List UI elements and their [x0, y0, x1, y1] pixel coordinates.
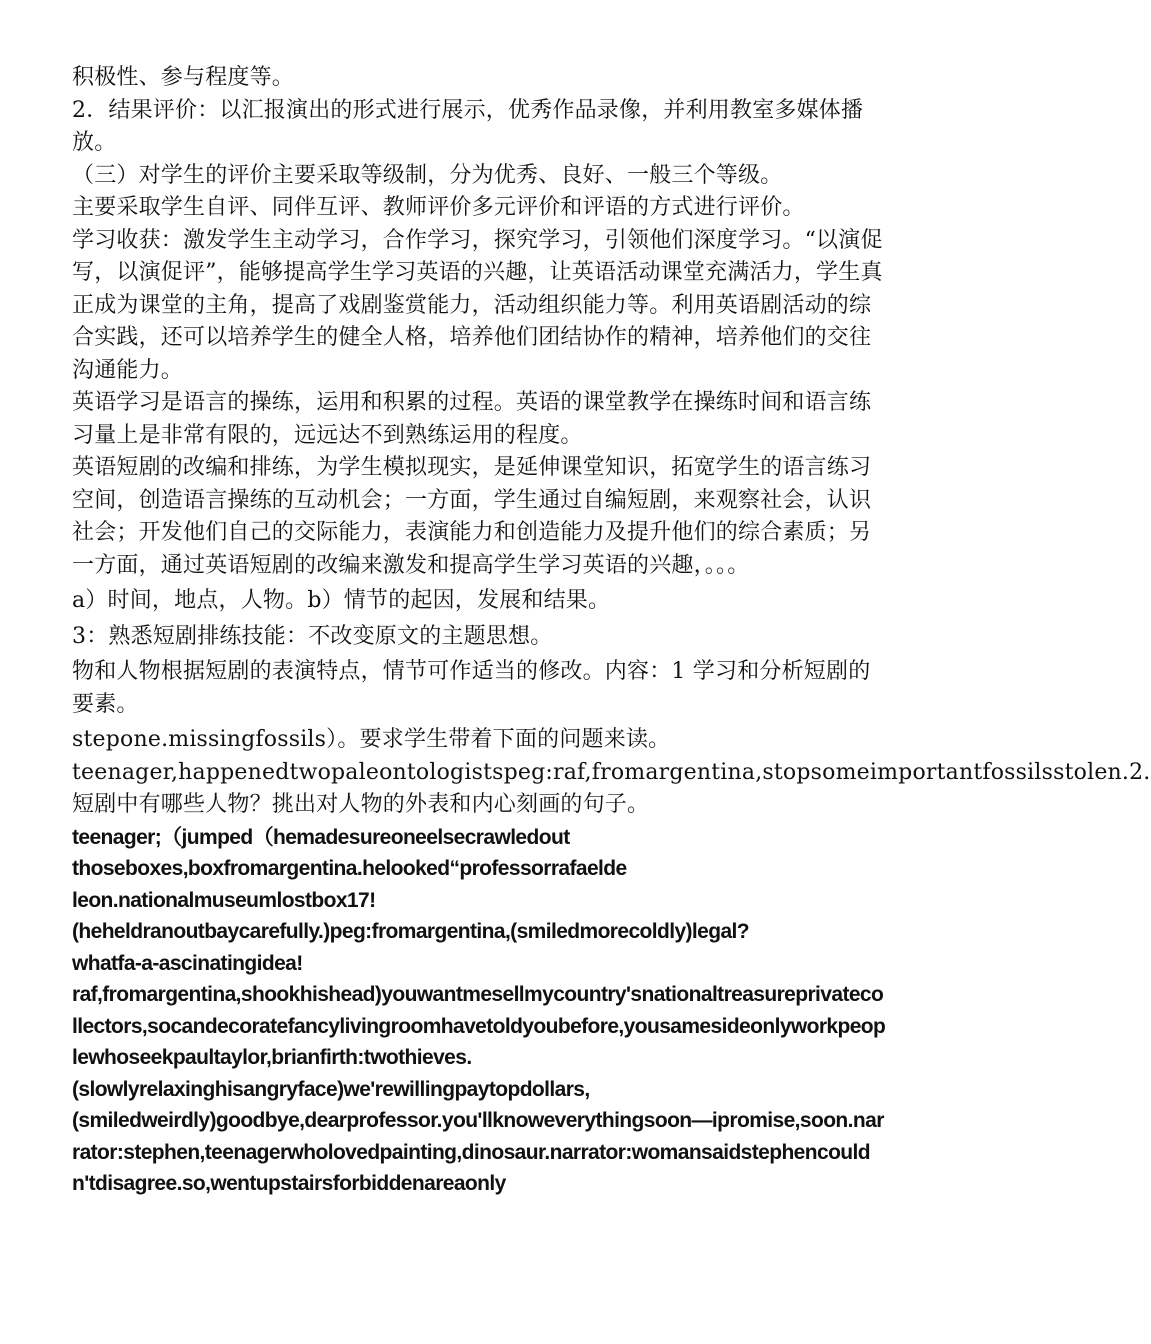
script-line-5: whatfa-a-ascinatingidea! [72, 951, 303, 975]
paragraph-result-evaluation: 2．结果评价：以汇报演出的形式进行展示，优秀作品录像，并利用教室多媒体播放。 [72, 97, 864, 155]
paragraph-step-one: stepone.missingfossils）。要求学生带着下面的问题来读。 [72, 727, 671, 752]
script-line-8: (smiledweirdly)goodbye,dearprofessor.you'llknoweverythingsoon—ipromise,soon.narrator:stephen,teenagerwholovedpainting,dinosaur.narrator:womansaidstephencouldn'tdisagree.so,wentupstairsforbiddenareaonly [72, 1109, 884, 1195]
paragraph-questions: teenager,happenedtwopaleontologistspeg:raf,fromargentina,stopsomeimportantfossilsstolen.2.短剧中有哪些人物？挑出对人物的外表和内心刻画的句子。 [72, 759, 1151, 817]
paragraph-elements-list: a）时间，地点，人物。b）情节的起因，发展和结果。 [72, 588, 611, 613]
paragraph-step-3: 3：熟悉短剧排练技能：不改变原文的主题思想。 [72, 623, 553, 649]
paragraph-language-practice: 英语学习是语言的操练，运用和积累的过程。英语的课堂教学在操练时间和语言练习量上是非常有限的，远远达不到熟练运用的程度。 [72, 390, 872, 448]
paragraph-learning-gains: 学习收获：激发学生主动学习，合作学习，探究学习，引领他们深度学习。“以演促写，以演促评”，能够提高学生学习英语的兴趣，让英语活动课堂充满活力，学生真正成为课堂的主角，提高了戏剧鉴赏能力，活动组织能力等。利用英语剧活动的综合实践，还可以培养学生的健全人格，培养他们团结协作的精神，培养他们的交往沟通能力。 [72, 227, 883, 383]
paragraph-grading-system: （三）对学生的评价主要采取等级制，分为优秀、良好、一般三个等级。 [72, 162, 783, 188]
script-line-3: leon.nationalmuseumlostbox17! [72, 888, 376, 912]
script-line-6: raf,fromargentina,shookhishead)youwantmesellmycountry'snationaltreasureprivatecollectors,socandecoratefancylivingroomhavetoldyoubefore,yousamesideonlyworkpeoplewhoseekpaultaylor,brianfirth:twothieves. [72, 983, 886, 1069]
script-line-1: teenager;（jumped（hemadesureoneelsecrawledout [72, 825, 570, 849]
paragraph-content-analysis: 物和人物根据短剧的表演特点，情节可作适当的修改。内容：1 学习和分析短剧的要素。 [72, 659, 871, 717]
script-line-2: thoseboxes,boxfromargentina.helooked“professorrafaelde [72, 857, 627, 880]
paragraph-drama-adaptation: 英语短剧的改编和排练，为学生模拟现实，是延伸课堂知识，拓宽学生的语言练习空间，创造语言操练的互动机会；一方面，学生通过自编短剧，来观察社会，认识社会；开发他们自己的交际能力，表演能力和创造能力及提升他们的综合素质；另一方面，通过英语短剧的改编来激发和提高学生学习英语的兴趣，。。。 [72, 455, 872, 578]
paragraph-participation: 积极性、参与程度等。 [72, 65, 295, 90]
paragraph-evaluation-methods: 主要采取学生自评、同伴互评、教师评价多元评价和评语的方式进行评价。 [72, 195, 805, 220]
script-line-4: (heheldranoutbaycarefully.)peg:fromargentina,(smiledmorecoldly)legal? [72, 920, 750, 943]
script-line-7: (slowlyrelaxinghisangryface)we'rewillingpaytopdollars, [72, 1077, 590, 1101]
document-body [72, 62, 1151, 1200]
